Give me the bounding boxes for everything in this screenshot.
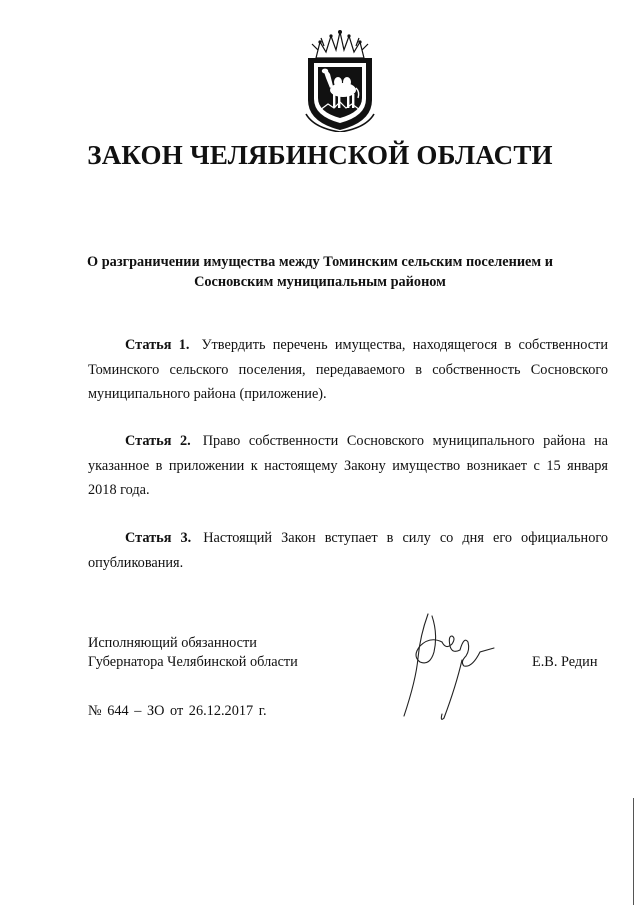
signatory-position (88, 634, 348, 672)
position-line: Исполняющий обязанности (88, 635, 257, 651)
subject-line: О разграничении имущества между Томинским сельским поселением и (87, 254, 553, 270)
signatory-name: Е.В. Редин (532, 654, 598, 670)
article-label: Статья 3. (125, 530, 192, 546)
article-1 (88, 333, 608, 407)
scan-edge-line (633, 798, 634, 905)
article-label: Статья 2. (125, 433, 191, 449)
law-subject-heading (80, 252, 560, 292)
article-text: Утвердить перечень имущества, находящегося в собственности Томинского сельского поселения, передаваемого в собственность Сосновского муниципального района (приложение). (88, 337, 608, 402)
position-line: Губернатора Челябинской области (88, 654, 298, 670)
handwritten-signature (390, 606, 500, 724)
article-text: Право собственности Сосновского муниципального района на указанное в приложении к настоящему Закону имущество возникает с 15 января 2018 года. (88, 433, 608, 498)
document-title: ЗАКОН ЧЕЛЯБИНСКОЙ ОБЛАСТИ (87, 140, 553, 170)
registration-number: № 644 – ЗО от 26.12.2017 г. (88, 703, 267, 719)
article-3 (88, 526, 608, 575)
article-2 (88, 429, 608, 503)
article-label: Статья 1. (125, 337, 190, 353)
subject-line: Сосновским муниципальным районом (194, 274, 446, 290)
coat-of-arms-icon (300, 28, 380, 132)
article-text: Настоящий Закон вступает в силу со дня его официального опубликования. (88, 530, 608, 571)
